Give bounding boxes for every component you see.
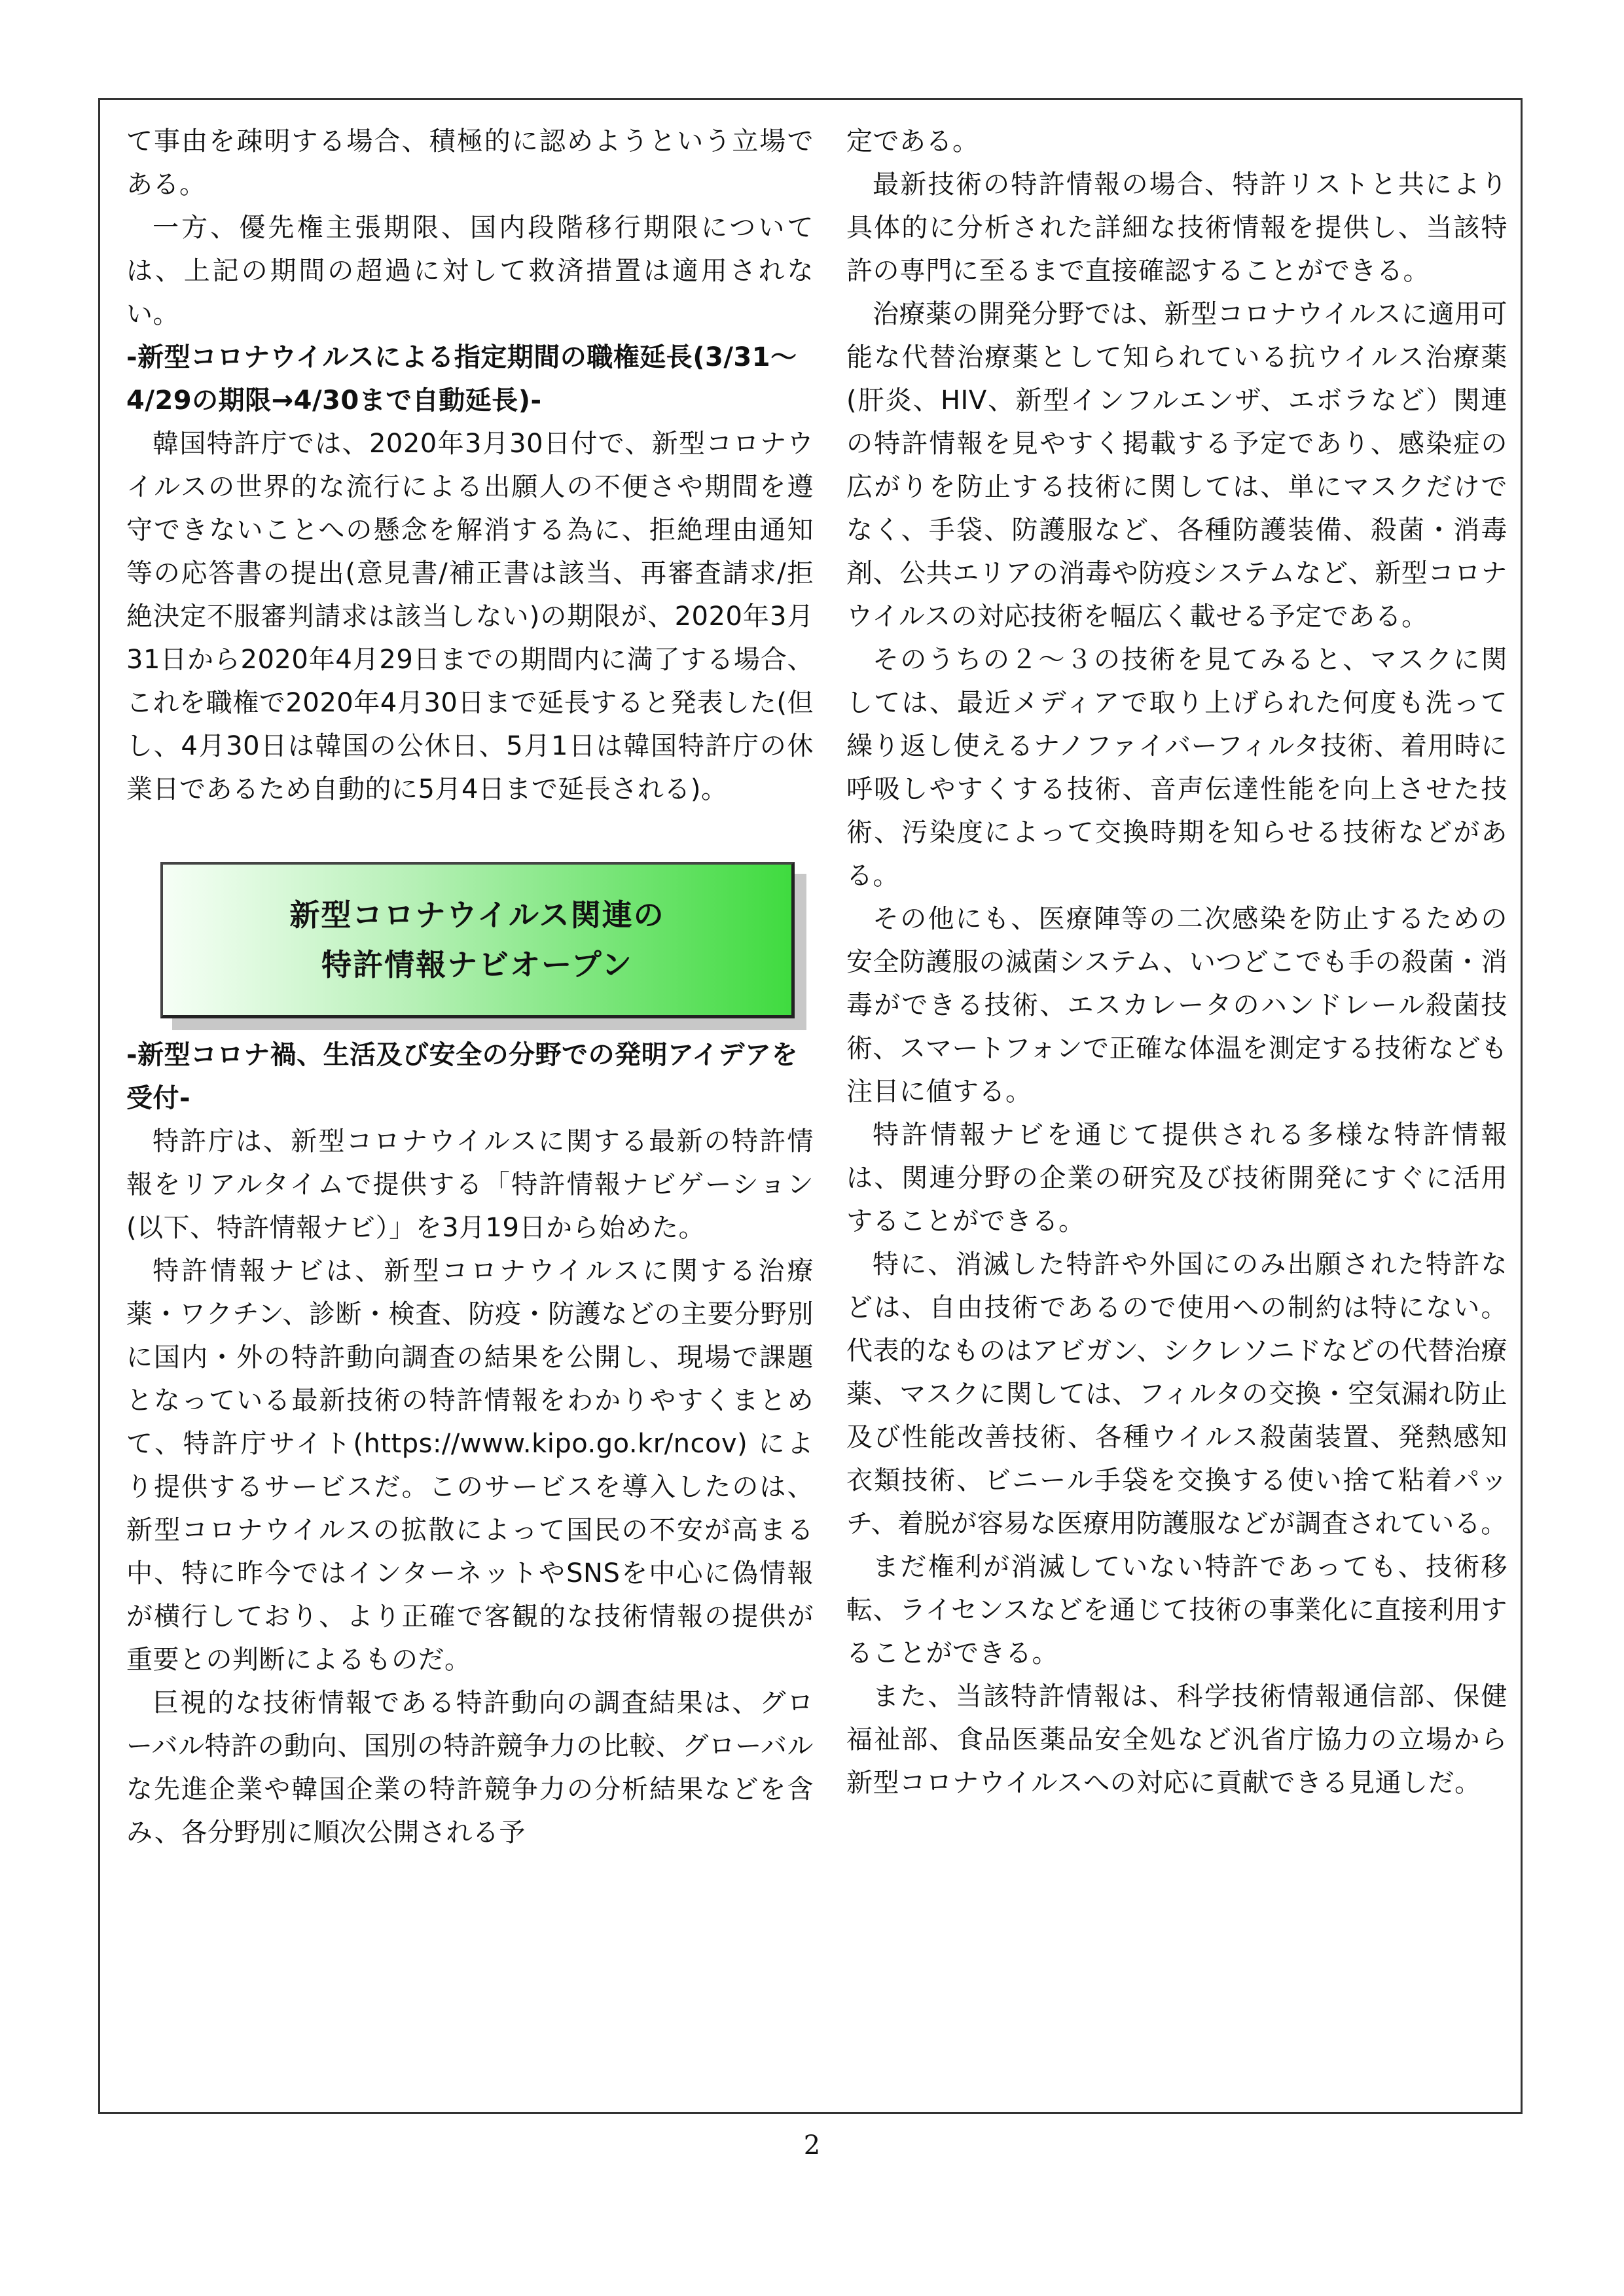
paragraph: 巨視的な技術情報である特許動向の調査結果は、グローバル特許の動向、国別の特許競争力の比較、グローバルな先進企業や韓国企業の特許競争力の分析結果などを含み、各分野別に順次公開される予 <box>126 1688 814 1848</box>
section-heading: -新型コロナウイルスによる指定期間の職権延長(3/31～4/29の期限→4/30まで自動延長)- <box>126 342 797 416</box>
paragraph: そのうちの２～３の技術を見てみると、マスクに関しては、最近メディアで取り上げられた何度も洗って繰り返し使えるナノファイバーフィルタ技術、着用時に呼吸しやすくする技術、音声伝達性能を向上させた技術、汚染度によって交換時期を知らせる技術などがある。 <box>846 645 1507 891</box>
paragraph: また、当該特許情報は、科学技術情報通信部、保健福祉部、食品医薬品安全処など汎省庁協力の立場から新型コロナウイルスへの対応に貢献できる見通しだ。 <box>846 1681 1507 1798</box>
paragraph: て事由を疎明する場合、積極的に認めようという立場である。 <box>126 126 814 200</box>
page-frame <box>98 98 1523 2114</box>
paragraph: 一方、優先権主張期限、国内段階移行期限については、上記の期間の超過に対して救済措置は適用されない。 <box>126 213 814 329</box>
paragraph: 治療薬の開発分野では、新型コロナウイルスに適用可能な代替治療薬として知られている抗ウイルス治療薬(肝炎、HIV、新型インフルエンザ、エボラなど）関連の特許情報を見やすく掲載する予定であり、感染症の広がりを防止する技術に関しては、単にマスクだけでなく、手袋、防護服など、各種防護装備、殺菌・消毒剤、公共エリアの消毒や防疫システムなど、新型コロナウイルスの対応技術を幅広く載せる予定である。 <box>846 299 1507 632</box>
paragraph: 最新技術の特許情報の場合、特許リストと共により具体的に分析された詳細な技術情報を提供し、当該特許の専門に至るまで直接確認することができる。 <box>846 170 1507 286</box>
right-column <box>846 120 1507 1804</box>
paragraph: その他にも、医療陣等の二次感染を防止するための安全防護服の滅菌システム、いつどこでも手の殺菌・消毒ができる技術、エスカレータのハンドレール殺菌技術、スマートフォンで正確な体温を測定する技術なども注目に値する。 <box>846 904 1507 1107</box>
paragraph: 特許情報ナビを通じて提供される多様な特許情報は、関連分野の企業の研究及び技術開発にすぐに活用することができる。 <box>846 1120 1507 1236</box>
section-heading: -新型コロナ禍、生活及び安全の分野での発明アイデアを受付- <box>126 1040 799 1113</box>
left-column <box>126 120 814 1854</box>
banner-title-line2: 特許情報ナビオープン <box>321 947 633 982</box>
section-banner <box>160 862 795 1018</box>
banner-area <box>126 811 814 1033</box>
paragraph: 特許情報ナビは、新型コロナウイルスに関する治療薬・ワクチン、診断・検査、防疫・防護などの主要分野別に国内・外の特許動向調査の結果を公開し、現場で課題となっている最新技術の特許情報をわかりやすくまとめて、特許庁サイト(https://www.kipo.go.kr/ncov) により提供するサービスだ。このサービスを導入したのは、新型コロナウイルスの拡散によって国民の不安が高まる中、特に昨今ではインターネットやSNSを中心に偽情報が横行しており、より正確で客観的な技術情報の提供が重要との判断によるものだ。 <box>126 1256 814 1675</box>
banner-title-line1: 新型コロナウイルス関連の <box>289 897 665 933</box>
paragraph: 定である。 <box>846 126 979 156</box>
paragraph: 特に、消滅した特許や外国にのみ出願された特許などは、自由技術であるので使用への制約は特にない。代表的なものはアビガン、シクレソニドなどの代替治療薬、マスクに関しては、フィルタの交換・空気漏れ防止及び性能改善技術、各種ウイルス殺菌装置、発熱感知衣類技術、ビニール手袋を交換する使い捨て粘着パッチ、着脱が容易な医療用防護服などが調査されている。 <box>846 1249 1507 1539</box>
paragraph: 特許庁は、新型コロナウイルスに関する最新の特許情報をリアルタイムで提供する「特許情報ナビゲーション(以下、特許情報ナビ）」を3月19日から始めた。 <box>126 1126 814 1243</box>
paragraph: まだ権利が消滅していない特許であっても、技術移転、ライセンスなどを通じて技術の事業化に直接利用することができる。 <box>846 1552 1507 1668</box>
paragraph: 韓国特許庁では、2020年3月30日付で、新型コロナウイルスの世界的な流行による出願人の不便さや期間を遵守できないことへの懸念を解消する為に、拒絶理由通知等の応答書の提出(意見書/補正書は該当、再審査請求/拒絶決定不服審判請求は該当しない)の期限が、2020年3月31日から2020年4月29日までの期間内に満了する場合、これを職権で2020年4月30日まで延長すると発表した(但し、4月30日は韓国の公休日、5月1日は韓国特許庁の休業日であるため自動的に5月4日まで延長される)。 <box>126 429 814 804</box>
page-number: 2 <box>803 2130 821 2161</box>
